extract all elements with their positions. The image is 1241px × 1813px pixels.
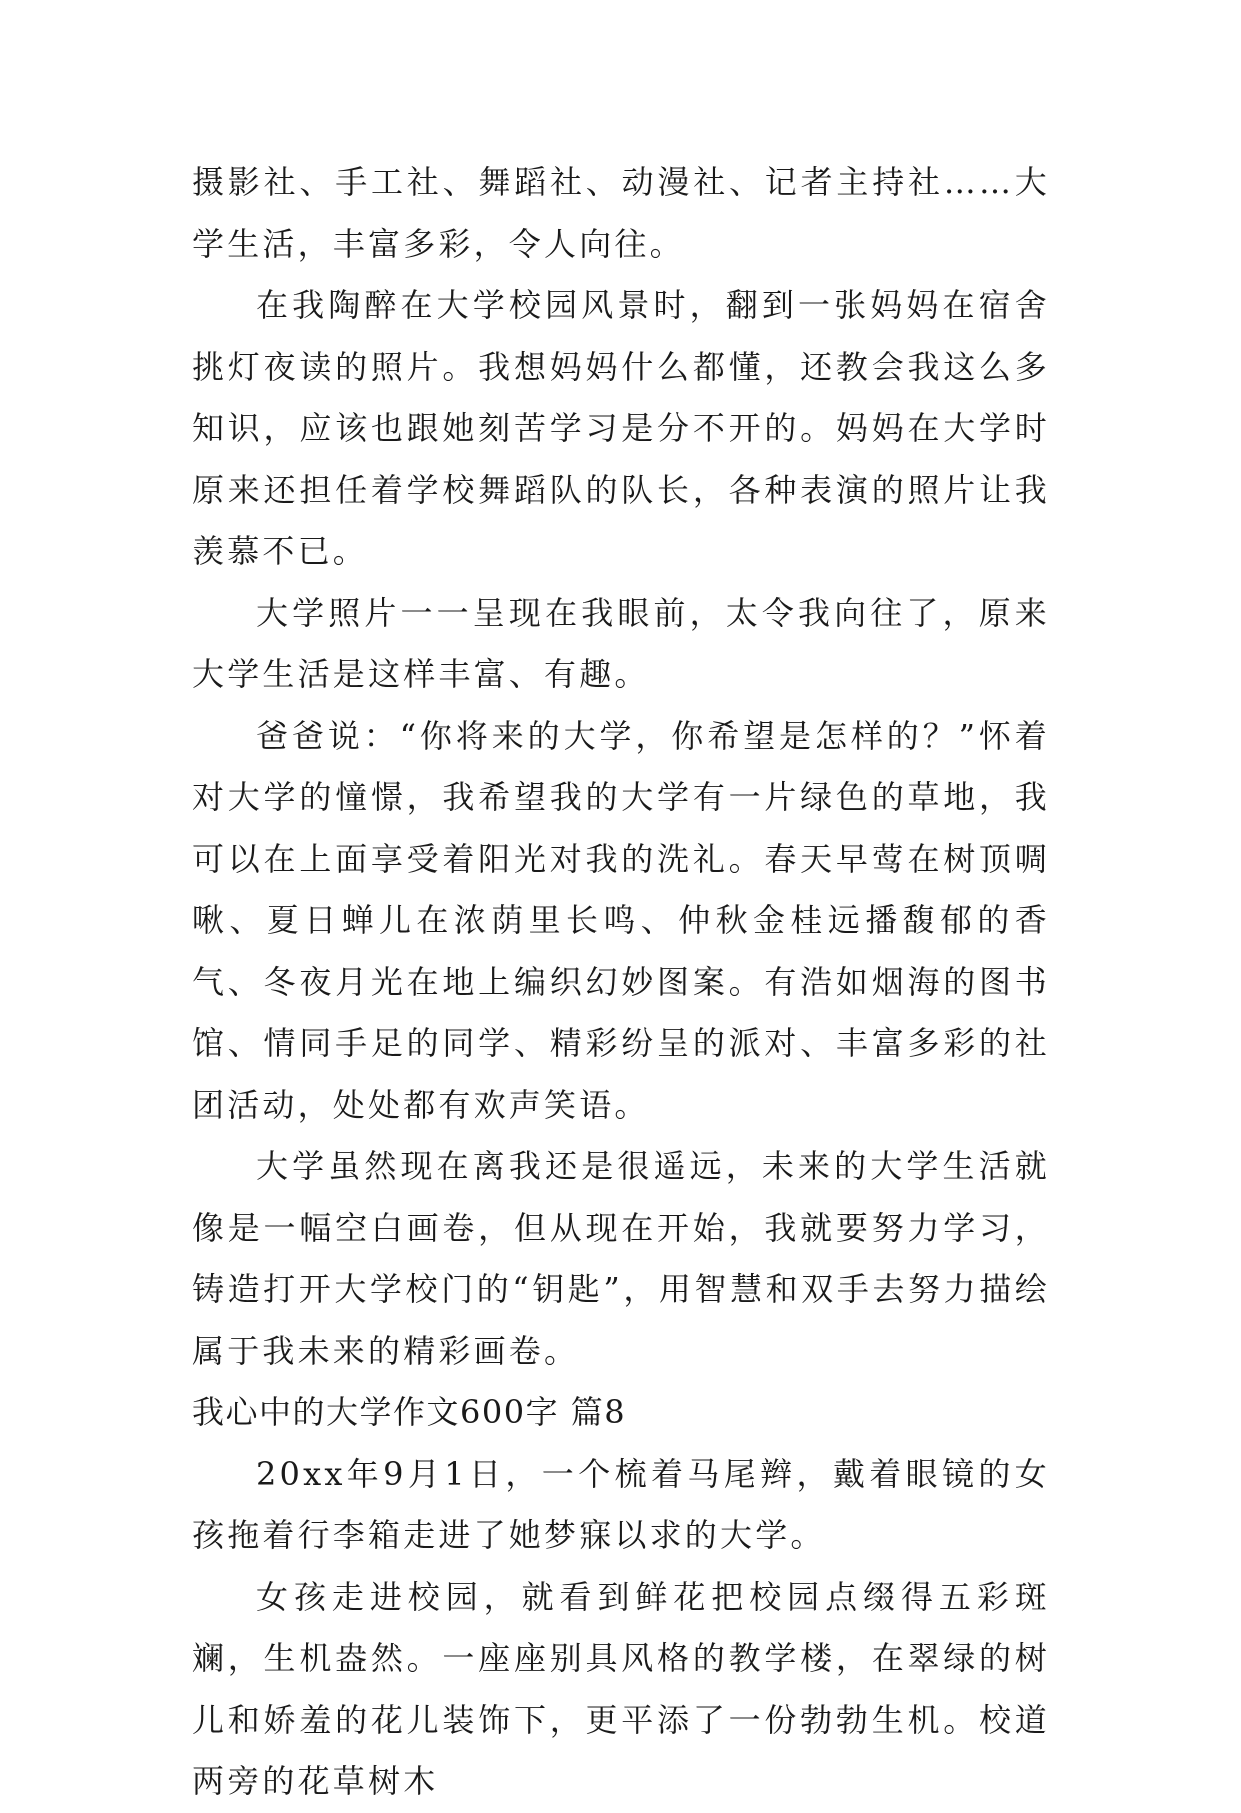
paragraph-clubs: 摄影社、手工社、舞蹈社、动漫社、记者主持社……大学生活，丰富多彩，令人向往。 xyxy=(192,163,1050,263)
paragraph-mother-photo: 在我陶醉在大学校园风景时，翻到一张妈妈在宿舍挑灯夜读的照片。我想妈妈什么都懂，还教会我这么多知识，应该也跟她刻苦学习是分不开的。妈妈在大学时原来还担任着学校舞蹈队的队长，各种表演的照片让我羡慕不已。 xyxy=(192,286,1050,570)
section-heading: 我心中的大学作文600字 篇8 xyxy=(192,1393,627,1431)
paragraph-dream-university: 爸爸说：“你将来的大学，你希望是怎样的？”怀着对大学的憧憬，我希望我的大学有一片绿色的草地，我可以在上面享受着阳光对我的洗礼。春天早莺在树顶啁啾、夏日蝉儿在浓荫里长鸣、仲秋金桂远播馥郁的香气、冬夜月光在地上编织幻妙图案。有浩如烟海的图书馆、情同手足的同学、精彩纷呈的派对、丰富多彩的社团活动，处处都有欢声笑语。 xyxy=(192,716,1050,1124)
paragraph-photos: 大学照片一一呈现在我眼前，太令我向往了，原来大学生活是这样丰富、有趣。 xyxy=(192,593,1050,693)
paragraph-future: 大学虽然现在离我还是很遥远，未来的大学生活就像是一幅空白画卷，但从现在开始，我就要努力学习，铸造打开大学校门的“钥匙”，用智慧和双手去努力描绘属于我未来的精彩画卷。 xyxy=(192,1147,1050,1370)
document-body xyxy=(192,152,1050,1813)
paragraph-arrival: 20xx年9月1日，一个梳着马尾辫，戴着眼镜的女孩拖着行李箱走进了她梦寐以求的大学。 xyxy=(192,1454,1050,1554)
paragraph-campus: 女孩走进校园，就看到鲜花把校园点缀得五彩斑斓，生机盎然。一座座别具风格的教学楼，在翠绿的树儿和娇羞的花儿装饰下，更平添了一份勃勃生机。校道两旁的花草树木 xyxy=(192,1577,1050,1800)
